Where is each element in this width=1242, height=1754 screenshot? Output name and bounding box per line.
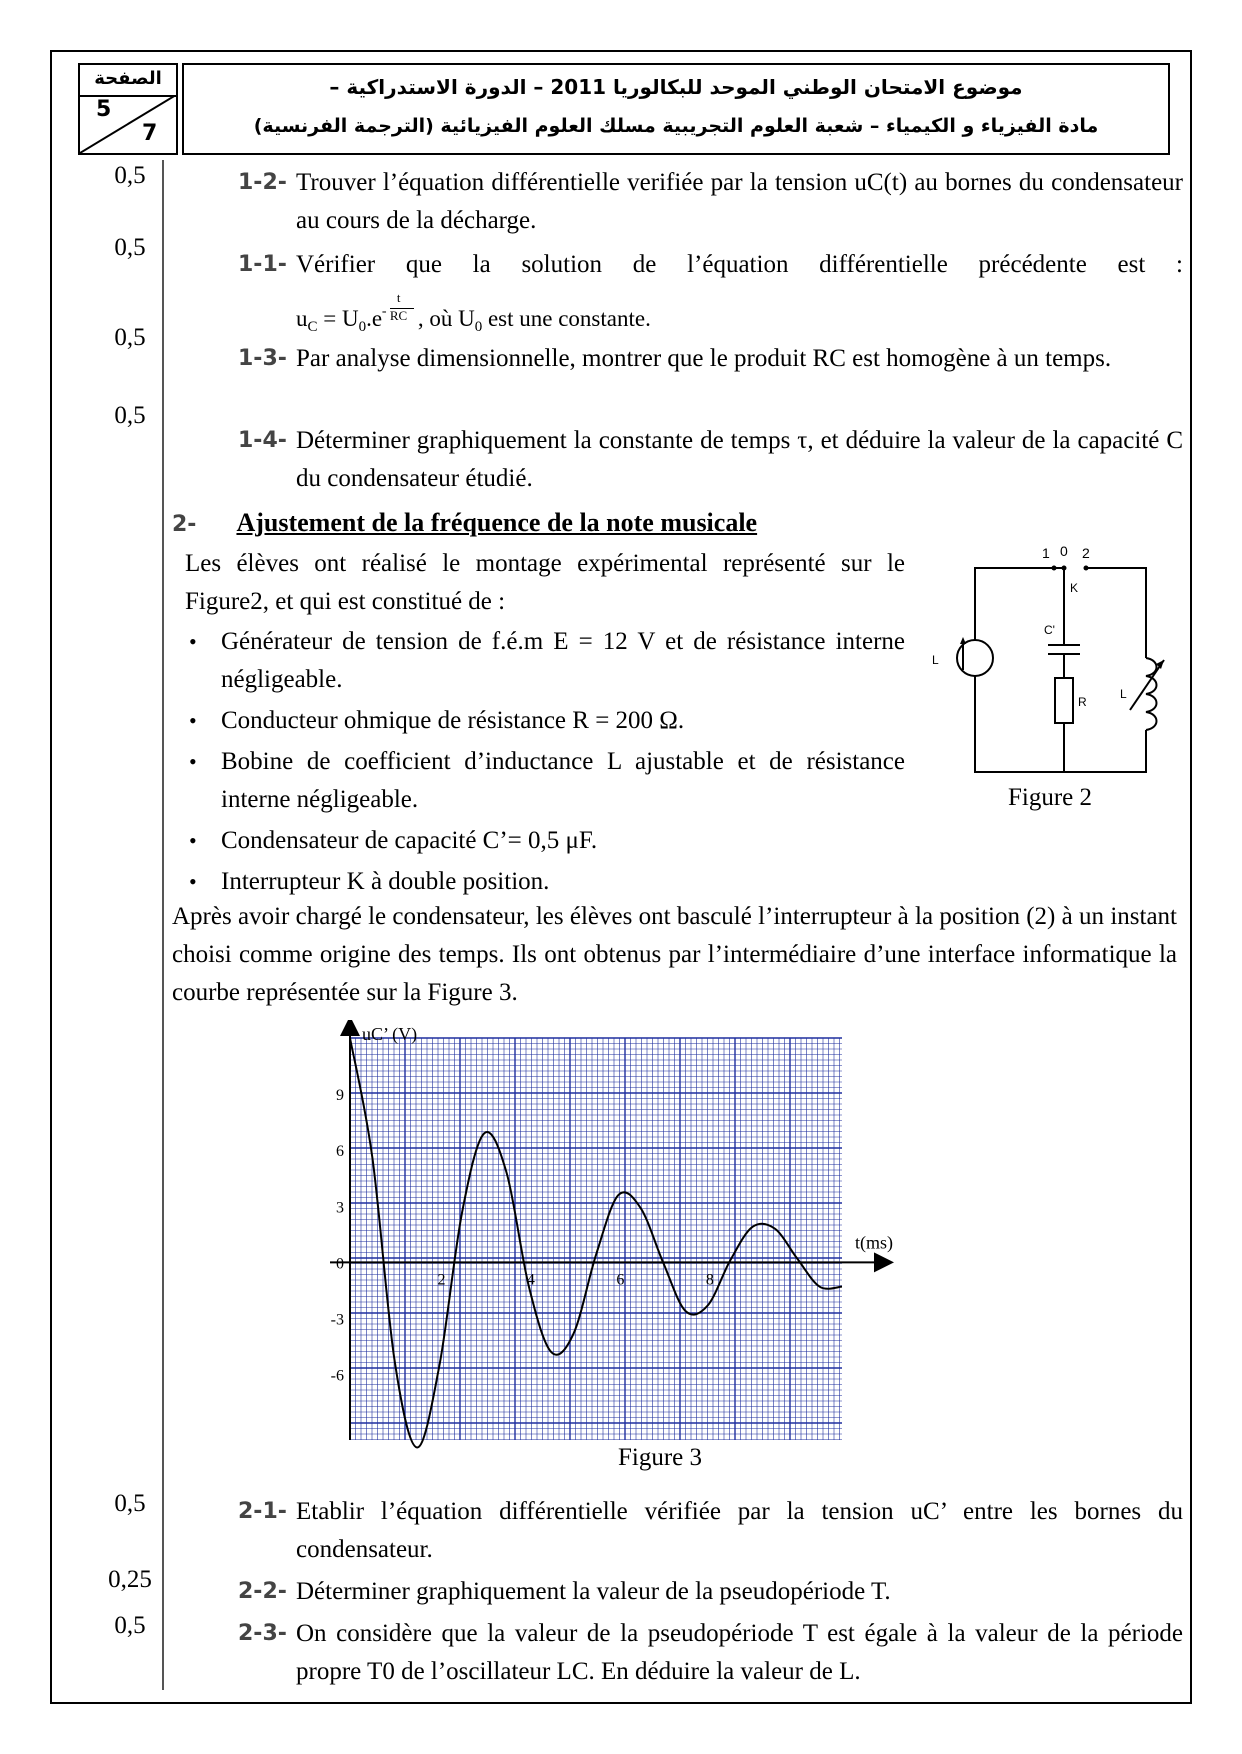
x-axis-label: t(ms)	[855, 1232, 893, 1253]
component-list	[185, 623, 905, 904]
right-wire-bottom	[1064, 730, 1146, 772]
x-tick-label: 4	[526, 1271, 535, 1289]
header-line-2: مادة الفيزياء و الكيمياء – شعبة العلوم التجريبية مسلك العلوم الفيزيائية (الترجمة الفرنسية)	[253, 115, 1099, 137]
chart-grid	[350, 1038, 842, 1440]
figure-2-caption: Figure 2	[1007, 784, 1093, 811]
formula-eq: = U	[317, 306, 359, 331]
list-item: • Bobine de coefficient d’inductance L ajustable et de résistance interne négligeable.	[185, 743, 905, 819]
pin-2-dot	[1084, 566, 1089, 571]
resistor-body	[1055, 678, 1073, 723]
formula-exp-den: RC	[389, 308, 408, 323]
x-tick-label: 2	[437, 1271, 446, 1289]
label-coil: L	[1120, 687, 1127, 701]
points-5: 0,5	[114, 1490, 146, 1517]
points-3: 0,5	[114, 324, 146, 351]
question-1-3	[238, 340, 1183, 378]
question-text: Par analyse dimensionnelle, montrer que le produit RC est homogène à un temps.	[296, 345, 1112, 372]
right-wire-top	[1086, 568, 1146, 658]
label-capacitor: C'	[1044, 623, 1055, 637]
y-tick-label: 9	[336, 1087, 344, 1105]
y-tick-label: -3	[330, 1311, 344, 1329]
formula-exp-e: .e	[366, 306, 383, 331]
question-text: Vérifier que la solution de l’équation différentielle précédente est :	[296, 251, 1183, 278]
label-pin-1: 1	[1042, 545, 1050, 561]
points-7: 0,5	[114, 1612, 146, 1639]
after-paragraph: Après avoir chargé le condensateur, les élèves ont basculé l’interrupteur à la position (2) à un instant choisi comme origine des temps. Ils ont obtenus par l’intermédiaire d’une interface informatique la courbe représentée sur la Figure 3.	[172, 903, 1177, 1006]
label-resistor: R	[1078, 695, 1087, 709]
section-number: 2-	[172, 512, 197, 537]
generator-arrow-head	[960, 637, 966, 644]
points-6: 0,25	[108, 1566, 152, 1593]
formula-sub-c: C	[307, 319, 318, 335]
coil-variable-arrow	[1130, 660, 1164, 710]
y-tick-label: 0	[336, 1255, 344, 1273]
question-text: Déterminer graphiquement la valeur de la pseudopériode T.	[296, 1578, 891, 1605]
formula-tail-sub: 0	[474, 319, 483, 335]
pin-1-dot	[1052, 566, 1057, 571]
question-number: 2-3-	[238, 1621, 287, 1646]
formula-u: u	[296, 306, 308, 331]
question-number: 2-2-	[238, 1579, 287, 1604]
question-1-2	[238, 164, 1183, 240]
question-2-2	[238, 1573, 1183, 1611]
formula-sub-0: 0	[358, 319, 367, 335]
header-line-1: موضوع الامتحان الوطني الموحد للبكالوريا 2011 – الدورة الاستدراكية –	[329, 75, 1023, 99]
page-total: 7	[142, 121, 158, 146]
question-text: Trouver l’équation différentielle verifiée par la tension uC(t) au bornes du condensateur au cours de la décharge.	[296, 169, 1183, 234]
formula-exp-num: t	[396, 290, 401, 305]
points-2: 0,5	[114, 234, 146, 261]
question-text: On considère que la valeur de la pseudopériode T est égale à la valeur de la période propre T0 de l’oscillateur LC. En déduire la valeur de L.	[296, 1620, 1183, 1685]
question-number: 1-4-	[238, 428, 287, 453]
margin-line	[162, 160, 164, 1690]
list-item: • Interrupteur K à double position.	[185, 863, 905, 901]
question-text: Déterminer graphiquement la constante de temps τ, et déduire la valeur de la capacité C du condensateur étudié.	[296, 427, 1183, 492]
y-tick-label: -6	[330, 1367, 344, 1385]
formula-tail: , où U	[417, 306, 475, 331]
list-item: • Conducteur ohmique de résistance R = 200 Ω.	[185, 702, 905, 740]
circuit-diagram	[920, 540, 1170, 780]
pin-0-dot	[1062, 566, 1067, 571]
y-axis-label: uC’ (V)	[362, 1024, 418, 1044]
section-2-title	[172, 508, 757, 538]
x-tick-label: 8	[705, 1271, 714, 1289]
question-1-1	[238, 246, 1183, 284]
question-number: 1-2-	[238, 170, 287, 195]
label-switch-k: K	[1070, 581, 1079, 595]
question-1-4	[238, 422, 1183, 498]
question-number: 1-1-	[238, 252, 287, 277]
label-pin-2: 2	[1082, 545, 1090, 561]
list-item: • Générateur de tension de f.é.m E = 12 V et de résistance interne négligeable.	[185, 623, 905, 699]
points-1: 0,5	[114, 162, 146, 189]
page-number-box	[78, 63, 178, 155]
section-title-text: Ajustement de la fréquence de la note musicale	[236, 508, 758, 537]
oscillation-chart	[330, 1020, 1010, 1460]
list-item: • Condensateur de capacité C’= 0,5 μF.	[185, 822, 905, 860]
formula-exponent	[381, 290, 418, 323]
formula-tail-end: est une constante.	[482, 306, 651, 331]
label-generator: L	[932, 653, 939, 667]
figure-3-caption: Figure 3	[617, 1444, 703, 1471]
question-text: Etablir l’équation différentielle vérifiée par la tension uC’ entre les bornes du condensateur.	[296, 1498, 1183, 1563]
page-current: 5	[96, 97, 112, 122]
label-pin-0: 0	[1060, 543, 1068, 559]
question-number: 1-3-	[238, 346, 287, 371]
formula-minus: -	[381, 304, 387, 319]
solution-formula	[296, 290, 651, 336]
y-tick-label: 6	[336, 1143, 344, 1161]
x-tick-label: 6	[616, 1271, 625, 1289]
y-tick-label: 3	[336, 1199, 344, 1217]
question-number: 2-1-	[238, 1499, 287, 1524]
page-number-divider	[80, 95, 176, 153]
coil-path	[1146, 658, 1157, 730]
exam-header	[182, 63, 1170, 155]
page-label: الصفحة	[80, 65, 176, 97]
points-4: 0,5	[114, 402, 146, 429]
question-2-3	[238, 1615, 1183, 1691]
intro-paragraph: Les élèves ont réalisé le montage expérimental représenté sur le Figure2, et qui est constitué de :	[185, 550, 905, 615]
question-2-1	[238, 1493, 1183, 1569]
